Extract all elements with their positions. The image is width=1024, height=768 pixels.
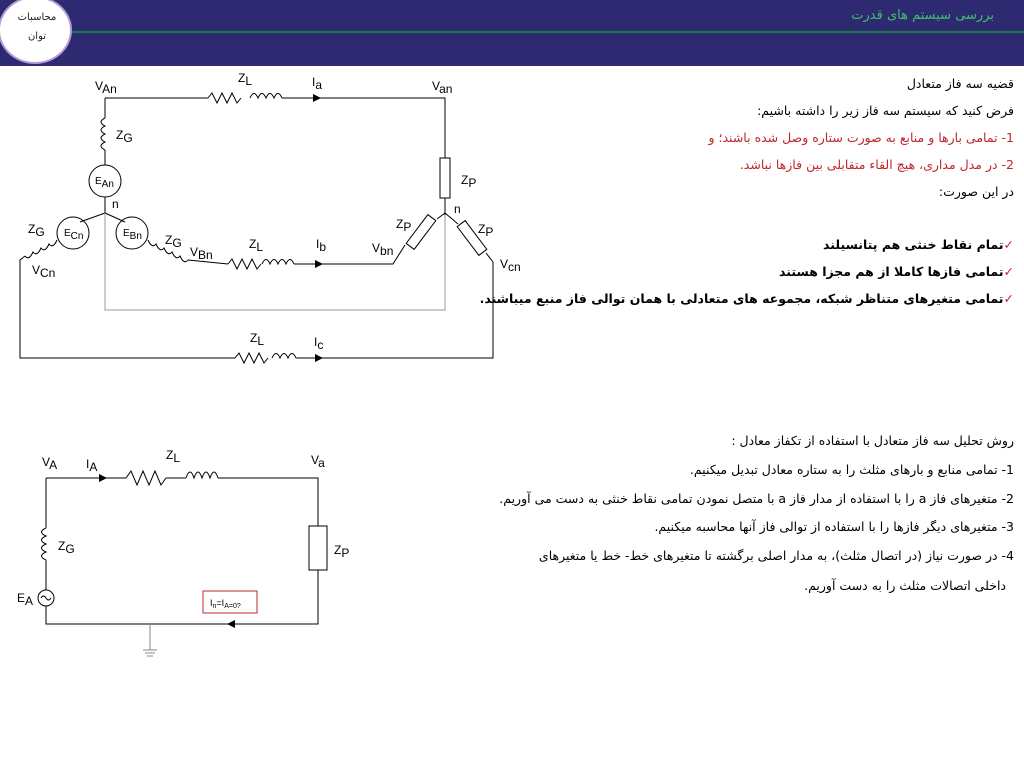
sine-wave-icon (41, 596, 51, 600)
label-v-an-source: VAn (95, 79, 117, 96)
wire (46, 570, 318, 624)
label-va-source: VA (42, 455, 58, 472)
label-ebn: EBn (123, 228, 142, 242)
label-zp-phase-c: ZP (478, 222, 494, 239)
method-step-1: 1- تمامی منابع و بارهای مثلث را به ستاره معادل تبدیل میکنیم. (689, 462, 1014, 477)
resistor-icon (126, 471, 166, 485)
label-v-cn-source: VCn (32, 263, 56, 280)
label-zl-single: ZL (166, 448, 181, 465)
label-zl-phase-b: ZL (249, 237, 264, 254)
intro-conclusion-lead: در این صورت: (938, 184, 1014, 199)
method-step-3: 3- متغیرهای دیگر فازها را با استفاده از توالی فاز آنها محاسبه میکنیم. (654, 519, 1014, 534)
label-v-an-load: Van (432, 79, 453, 96)
intro-heading: قضیه سه فاز متعادل (906, 76, 1014, 91)
method-step-4-continued: داخلی اتصالات مثلث را به دست آوریم. (804, 578, 1006, 593)
method-step-2: 2- متغیرهای فاز a را با استفاده از مدار فاز a با متصل نمودن تمامی نقاط خنثی به دست می آوریم. (499, 491, 1014, 506)
method-step-4: 4- در صورت نیاز (در اتصال مثلث)، به مدار اصلی برگشته تا متغیرهای خط- خط یا متغیرهای (538, 548, 1014, 563)
slide-header-title: بررسی سیستم های قدرت (851, 8, 994, 23)
label-va-load: Va (311, 453, 325, 470)
logo-text-line1: محاسبات (17, 12, 57, 23)
label-zg-phase-c: ZG (28, 222, 45, 239)
result-text: تمامی متغیرهای متناظر شبکه، مجموعه های متعادلی با همان توالی فاز منبع میباشند. (479, 291, 1004, 306)
load-impedance-zp-icon (309, 526, 327, 570)
label-zp-phase-b: ZP (396, 217, 412, 234)
label-load-neutral: n (454, 202, 461, 216)
ground-icon (143, 650, 157, 656)
logo-text-line2: توان (27, 31, 47, 42)
check-icon: ✓ (1003, 264, 1014, 279)
intro-assumption: فرض کنید که سیستم سه فاز زیر را داشته باشیم: (757, 103, 1014, 118)
check-icon: ✓ (1003, 291, 1014, 306)
label-ia: Ia (312, 75, 323, 92)
label-neutral-current: $I_n=I_{A=0?}$ (210, 598, 241, 610)
label-ecn: ECn (64, 228, 84, 242)
label-v-bn-source: VBn (190, 245, 213, 262)
label-zp-single: ZP (334, 543, 350, 560)
label-v-bn-load: Vbn (372, 241, 394, 258)
condition-1: 1- تمامی بارها و منابع به صورت ستاره وصل شده باشند؛ و (708, 130, 1014, 145)
label-ic: Ic (314, 335, 324, 352)
label-ib: Ib (316, 237, 327, 254)
label-ean: EAn (95, 176, 114, 190)
label-zl-phase-a: ZL (238, 71, 253, 88)
result-text: تمام نقاط خنثی هم پتانسیلند (823, 237, 1004, 252)
condition-2: 2- در مدل مداری، هیچ القاء متقابلی بین فازها نباشد. (739, 157, 1014, 172)
label-zp-phase-a: ZP (461, 173, 477, 190)
result-text: تمامی فازها کاملا از هم مجزا هستند (779, 264, 1004, 279)
label-source-neutral: n (112, 197, 119, 211)
wire (218, 478, 318, 526)
inductor-icon (42, 528, 47, 560)
label-zl-phase-c: ZL (250, 331, 265, 348)
method-heading: روش تحلیل سه فاز متعادل با استفاده از تکفاز معادل : (731, 433, 1014, 448)
label-zg-phase-a: ZG (116, 128, 133, 145)
label-ia-single: IA (86, 457, 98, 474)
label-zg-single: ZG (58, 539, 75, 556)
label-zg-phase-b: ZG (165, 233, 182, 250)
check-icon: ✓ (1003, 237, 1014, 252)
label-v-cn-load: Vcn (500, 257, 521, 274)
inductor-icon (186, 472, 218, 478)
label-ea: EA (17, 591, 34, 608)
